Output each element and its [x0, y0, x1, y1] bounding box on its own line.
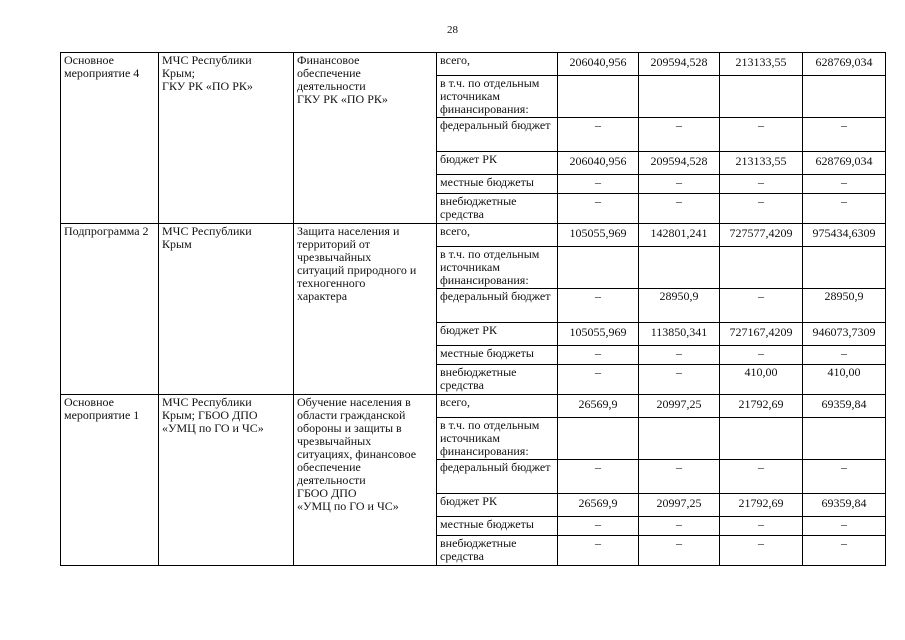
funding-source-cell: местные бюджеты — [437, 517, 558, 536]
amount-cell: – — [803, 346, 886, 365]
executor-line: МЧС Республики — [162, 53, 252, 67]
executor-line: Крым; ГБОО ДПО — [162, 408, 258, 422]
activity-line: чрезвычайных — [297, 250, 372, 264]
activity-line: обеспечение — [297, 460, 361, 474]
amount-cell — [720, 76, 803, 118]
activity-line: обеспечение — [297, 66, 361, 80]
activity-cell — [294, 395, 437, 566]
amount-cell: 628769,034 — [803, 53, 886, 76]
amount-cell — [720, 418, 803, 460]
amount-cell — [803, 418, 886, 460]
funding-source-cell: бюджет РК — [437, 152, 558, 175]
amount-cell: – — [720, 346, 803, 365]
table-row — [61, 53, 886, 76]
activity-cell — [294, 53, 437, 224]
amount-cell: 142801,241 — [639, 224, 720, 247]
funding-table — [60, 52, 886, 566]
activity-line: Финансовое — [297, 53, 360, 67]
amount-cell: 213133,55 — [720, 53, 803, 76]
funding-source-cell: внебюджетные средства — [437, 194, 558, 224]
activity-cell — [294, 224, 437, 395]
amount-cell: 628769,034 — [803, 152, 886, 175]
amount-cell — [558, 76, 639, 118]
amount-cell: 209594,528 — [639, 53, 720, 76]
amount-cell: – — [803, 517, 886, 536]
amount-cell: – — [720, 460, 803, 494]
funding-source-cell: внебюджетные средства — [437, 365, 558, 395]
amount-cell — [803, 247, 886, 289]
amount-cell: – — [720, 517, 803, 536]
page-number: 28 — [447, 24, 458, 36]
funding-source-cell: всего, — [437, 53, 558, 76]
activity-line: Защита населения и — [297, 224, 400, 238]
amount-cell: – — [639, 365, 720, 395]
activity-line: деятельности — [297, 473, 366, 487]
amount-cell: – — [558, 460, 639, 494]
amount-cell: – — [720, 194, 803, 224]
activity-line: обороны и защиты в — [297, 421, 402, 435]
amount-cell: – — [720, 289, 803, 323]
executor-line: Крым — [162, 237, 192, 251]
amount-cell: 727577,4209 — [720, 224, 803, 247]
amount-cell: – — [639, 460, 720, 494]
amount-cell: 69359,84 — [803, 494, 886, 517]
funding-source-cell: всего, — [437, 224, 558, 247]
amount-cell — [558, 247, 639, 289]
executor-cell — [159, 395, 294, 566]
amount-cell: – — [803, 536, 886, 566]
amount-cell: – — [803, 460, 886, 494]
funding-source-cell: федеральный бюджет — [437, 289, 558, 323]
amount-cell: 209594,528 — [639, 152, 720, 175]
amount-cell: 975434,6309 — [803, 224, 886, 247]
amount-cell: – — [558, 118, 639, 152]
activity-line: территорий от — [297, 237, 371, 251]
amount-cell: – — [720, 175, 803, 194]
amount-cell: – — [803, 194, 886, 224]
funding-source-cell: в т.ч. по отдельным источникам финансирования: — [437, 418, 558, 460]
funding-source-cell: внебюджетные средства — [437, 536, 558, 566]
activity-line: техногенного — [297, 276, 366, 290]
amount-cell: 206040,956 — [558, 53, 639, 76]
amount-cell — [639, 247, 720, 289]
funding-source-cell: местные бюджеты — [437, 175, 558, 194]
amount-cell: 213133,55 — [720, 152, 803, 175]
amount-cell: – — [720, 536, 803, 566]
table-row — [61, 224, 886, 247]
amount-cell: – — [558, 517, 639, 536]
amount-cell: – — [558, 194, 639, 224]
amount-cell: 26569,9 — [558, 395, 639, 418]
executor-cell — [159, 224, 294, 395]
amount-cell — [639, 418, 720, 460]
activity-line: ГБОО ДПО — [297, 486, 357, 500]
amount-cell: 105055,969 — [558, 224, 639, 247]
activity-line: чрезвычайных — [297, 434, 372, 448]
amount-cell: – — [639, 194, 720, 224]
amount-cell: – — [558, 536, 639, 566]
amount-cell: – — [558, 346, 639, 365]
amount-cell: 28950,9 — [803, 289, 886, 323]
program-name-cell: Основное мероприятие 1 — [61, 395, 159, 566]
funding-source-cell: бюджет РК — [437, 323, 558, 346]
activity-line: ГКУ РК «ПО РК» — [297, 92, 388, 106]
amount-cell: – — [720, 118, 803, 152]
amount-cell: 410,00 — [803, 365, 886, 395]
executor-line: МЧС Республики — [162, 224, 252, 238]
amount-cell: – — [803, 118, 886, 152]
executor-line: Крым; — [162, 66, 195, 80]
amount-cell: – — [558, 365, 639, 395]
amount-cell: 727167,4209 — [720, 323, 803, 346]
activity-line: ситуаций природного и — [297, 263, 417, 277]
amount-cell: 20997,25 — [639, 494, 720, 517]
amount-cell: 21792,69 — [720, 395, 803, 418]
amount-cell: 21792,69 — [720, 494, 803, 517]
amount-cell: 946073,7309 — [803, 323, 886, 346]
executor-line: ГКУ РК «ПО РК» — [162, 79, 253, 93]
activity-line: характера — [297, 289, 348, 303]
amount-cell: – — [639, 517, 720, 536]
funding-source-cell: в т.ч. по отдельным источникам финансирования: — [437, 76, 558, 118]
activity-line: области гражданской — [297, 408, 406, 422]
amount-cell — [558, 418, 639, 460]
amount-cell: – — [558, 175, 639, 194]
table-row — [61, 395, 886, 418]
program-name-cell: Подпрограмма 2 — [61, 224, 159, 395]
amount-cell: 410,00 — [720, 365, 803, 395]
funding-source-cell: федеральный бюджет — [437, 460, 558, 494]
amount-cell: – — [639, 175, 720, 194]
amount-cell: 69359,84 — [803, 395, 886, 418]
amount-cell: – — [639, 346, 720, 365]
funding-source-cell: федеральный бюджет — [437, 118, 558, 152]
funding-source-cell: всего, — [437, 395, 558, 418]
funding-source-cell: бюджет РК — [437, 494, 558, 517]
amount-cell: – — [639, 536, 720, 566]
program-name-cell: Основное мероприятие 4 — [61, 53, 159, 224]
amount-cell: 26569,9 — [558, 494, 639, 517]
amount-cell: 20997,25 — [639, 395, 720, 418]
activity-line: ситуациях, финансовое — [297, 447, 417, 461]
executor-line: МЧС Республики — [162, 395, 252, 409]
activity-line: Обучение населения в — [297, 395, 411, 409]
amount-cell: 105055,969 — [558, 323, 639, 346]
funding-source-cell: местные бюджеты — [437, 346, 558, 365]
funding-source-cell: в т.ч. по отдельным источникам финансирования: — [437, 247, 558, 289]
activity-line: «УМЦ по ГО и ЧС» — [297, 499, 399, 513]
amount-cell: – — [803, 175, 886, 194]
executor-cell — [159, 53, 294, 224]
amount-cell — [720, 247, 803, 289]
amount-cell: 113850,341 — [639, 323, 720, 346]
amount-cell: – — [558, 289, 639, 323]
executor-line: «УМЦ по ГО и ЧС» — [162, 421, 264, 435]
amount-cell: 28950,9 — [639, 289, 720, 323]
amount-cell — [803, 76, 886, 118]
amount-cell: 206040,956 — [558, 152, 639, 175]
amount-cell — [639, 76, 720, 118]
amount-cell: – — [639, 118, 720, 152]
activity-line: деятельности — [297, 79, 366, 93]
